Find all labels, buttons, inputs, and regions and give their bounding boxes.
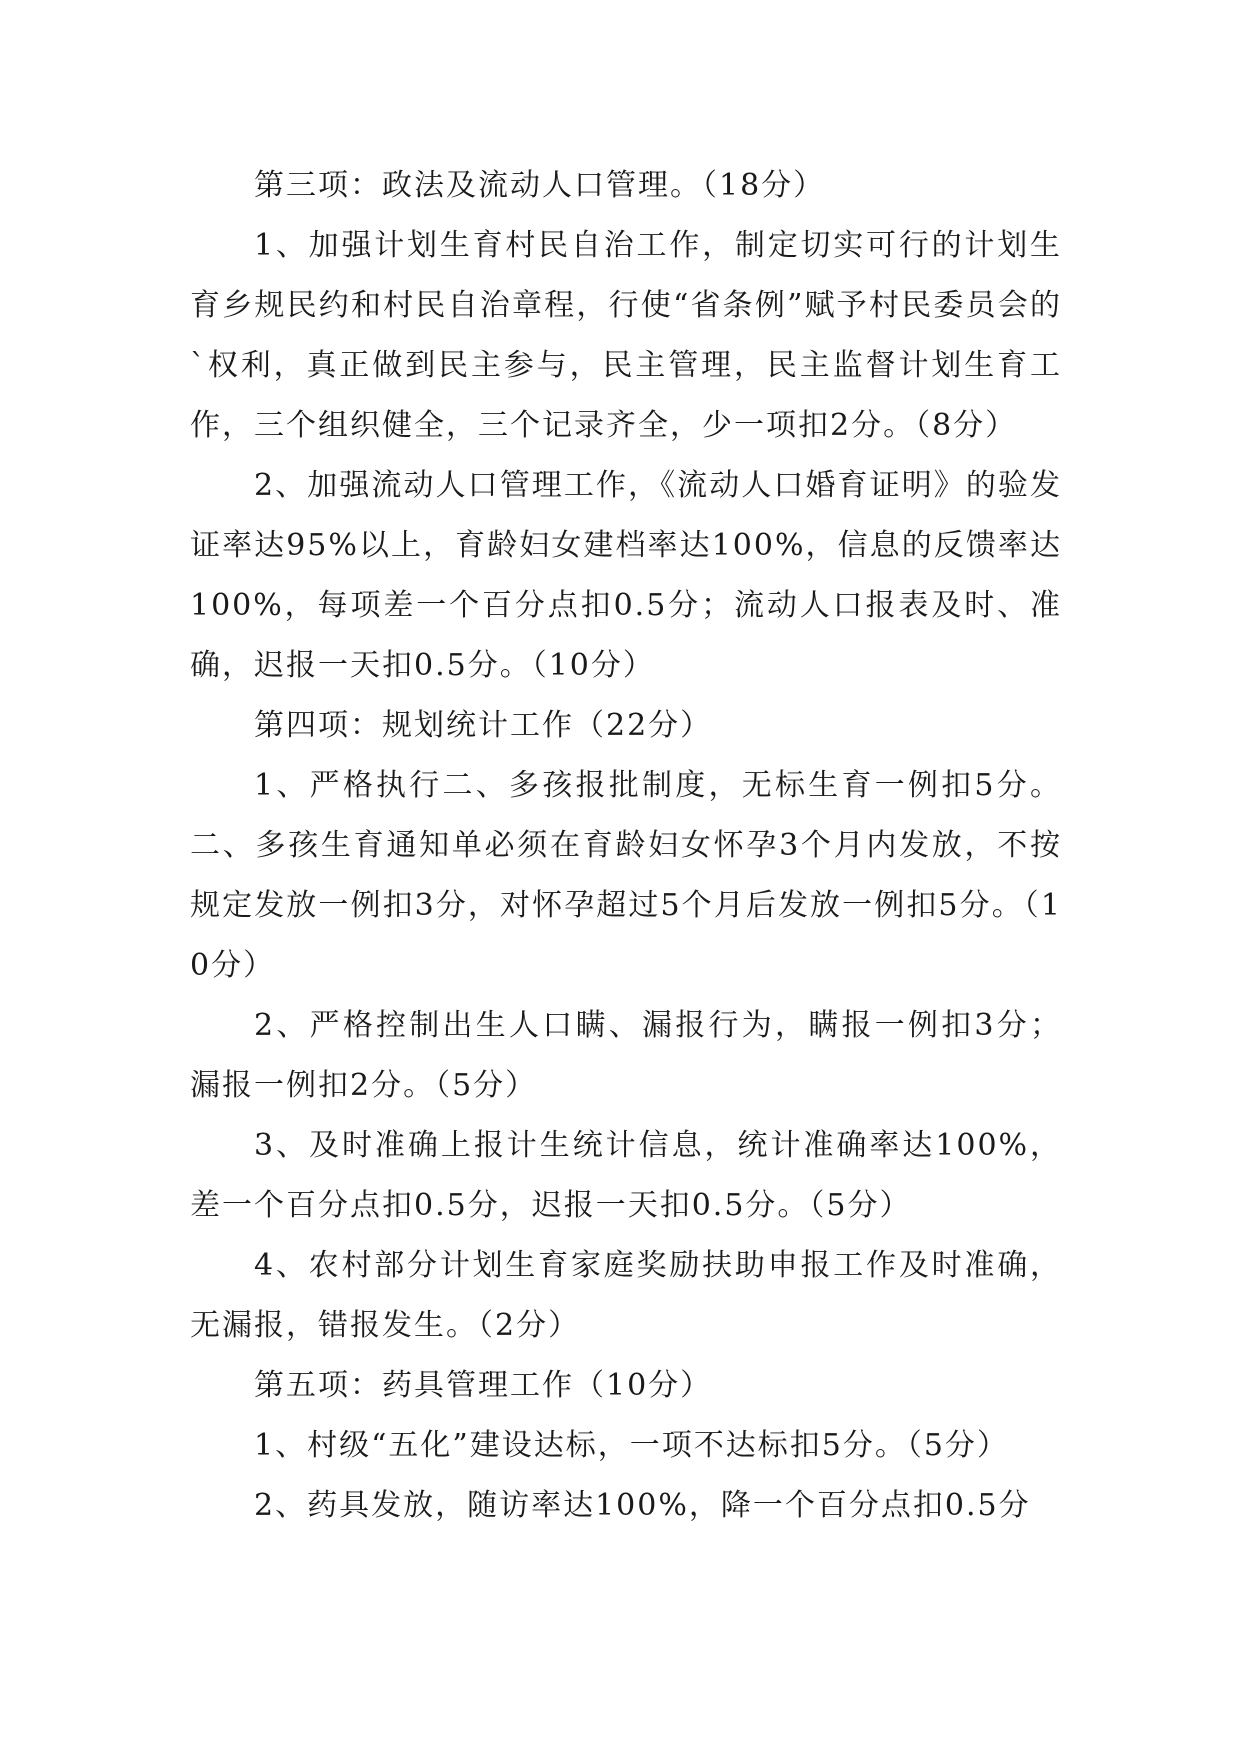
section-heading-3: 第三项：政法及流动人口管理。（18分） [254,168,826,203]
paragraph-item: 3、及时准确上报计生统计信息，统计准确率达100%，差一个百分点扣0.5分，迟报一天扣0.5分。（5分） [190,1128,1062,1223]
paragraph-item: 1、村级“五化”建设达标，一项不达标扣5分。（5分） [254,1428,1009,1463]
section-heading-5: 第五项：药具管理工作（10分） [254,1368,713,1403]
paragraph-item: 2、加强流动人口管理工作，《流动人口婚育证明》的验发证率达95%以上，育龄妇女建档率达100%，信息的反馈率达100%，每项差一个百分点扣0.5分；流动人口报表及时、准确，迟报一天扣0.5分。（10分） [190,468,1062,683]
paragraph-item: 2、药具发放，随访率达100%，降一个百分点扣0.5分 [254,1488,1031,1523]
section-heading-4: 第四项：规划统计工作（22分） [254,708,713,743]
paragraph-item: 1、加强计划生育村民自治工作，制定切实可行的计划生育乡规民约和村民自治章程，行使“省条例”赋予村民委员会的`权利，真正做到民主参与，民主管理，民主监督计划生育工作，三个组织健全，三个记录齐全，少一项扣2分。（8分） [190,228,1062,443]
paragraph-item: 2、严格控制出生人口瞒、漏报行为，瞒报一例扣3分；漏报一例扣2分。（5分） [190,1008,1062,1103]
document-body [190,156,1062,1536]
paragraph-item: 1、严格执行二、多孩报批制度，无标生育一例扣5分。二、多孩生育通知单必须在育龄妇女怀孕3个月内发放，不按规定发放一例扣3分，对怀孕超过5个月后发放一例扣5分。（10分） [190,768,1062,983]
paragraph-item: 4、农村部分计划生育家庭奖励扶助申报工作及时准确，无漏报，错报发生。（2分） [190,1248,1062,1343]
